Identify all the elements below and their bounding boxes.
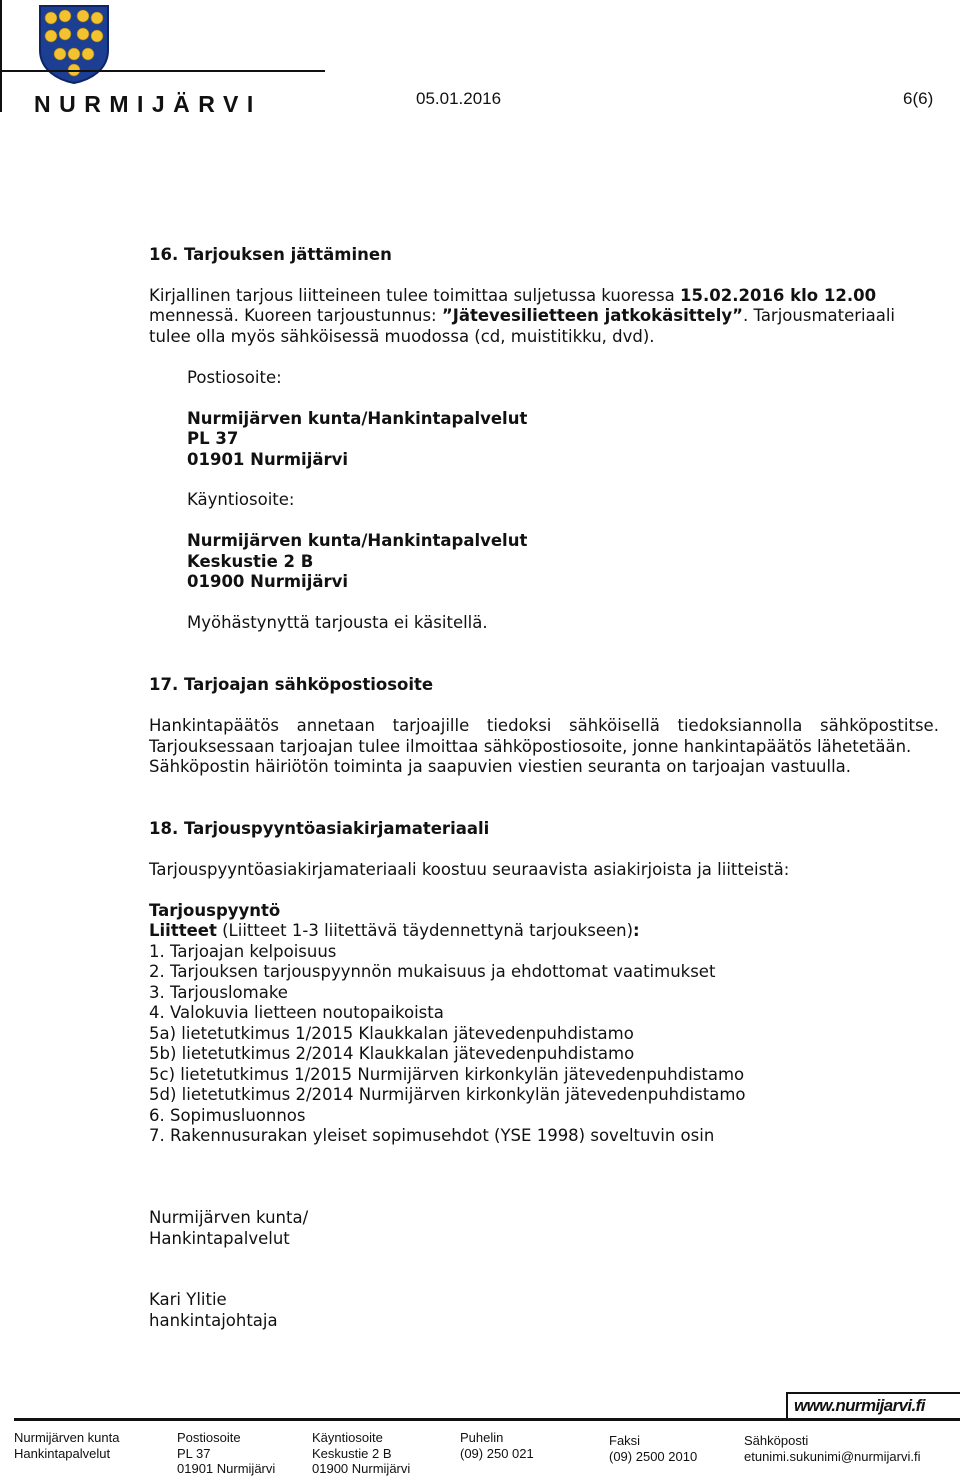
section-16-paragraph-line-1: [149, 286, 876, 307]
footer-text: Puhelin: [460, 1430, 504, 1445]
logo-wordmark: NURMIJÄRVI: [34, 91, 262, 117]
footer-phone-column: [460, 1430, 534, 1461]
visiting-address-line: 01900 Nurmijärvi: [187, 572, 349, 591]
attachments-colon: :: [633, 921, 640, 940]
attachments-heading: [149, 921, 640, 942]
visiting-address-line: Nurmijärven kunta/Hankintapalvelut: [187, 531, 528, 550]
section-17-heading: 17. Tarjoajan sähköpostiosoite: [149, 675, 434, 694]
section-16-paragraph-line-3: tulee olla myös sähköisessä muodossa (cd, muistitikku, dvd).: [149, 327, 655, 346]
word: sähköpostitse.: [820, 716, 939, 735]
header-rule: [0, 70, 325, 72]
footer-text: 01901 Nurmijärvi: [177, 1461, 276, 1476]
footer-text: Faksi: [609, 1433, 641, 1448]
attachment-item: 5a) lietetutkimus 1/2015 Klaukkalan jätevedenpuhdistamo: [149, 1024, 634, 1043]
visiting-address-label: Käyntiosoite:: [187, 490, 295, 509]
footer-text: Käyntiosoite: [312, 1430, 383, 1445]
attachment-item: 4. Valokuvia lietteen noutopaikoista: [149, 1003, 444, 1022]
footer-postal-column: [177, 1430, 275, 1477]
attachment-item: 7. Rakennusurakan yleiset sopimusehdot (YSE 1998) soveltuvin osin: [149, 1126, 715, 1145]
text-run: . Tarjousmateriaali: [742, 306, 896, 325]
postal-address-line: PL 37: [187, 429, 239, 448]
attachment-item: 2. Tarjouksen tarjouspyynnön mukaisuus ja ehdottomat vaatimukset: [149, 962, 716, 981]
footer-text: (09) 2500 2010: [609, 1448, 698, 1464]
text-run: mennessä. Kuoreen tarjoustunnus:: [149, 306, 442, 325]
postal-address-line: 01901 Nurmijärvi: [187, 450, 349, 469]
header-vertical-rule: [0, 0, 2, 112]
word: tiedoksi: [486, 716, 552, 735]
signature-org-line-1: Nurmijärven kunta/: [149, 1208, 309, 1227]
text-run: Kirjallinen tarjous liitteineen tulee toimittaa suljetussa kuoressa: [149, 286, 681, 305]
page-number: 6(6): [903, 89, 934, 108]
postal-address-label: Postiosoite:: [187, 368, 282, 387]
section-16-heading: 16. Tarjouksen jättäminen: [149, 245, 392, 264]
visiting-address-line: Keskustie 2 B: [187, 552, 314, 571]
signatory-name: Kari Ylitie: [149, 1290, 227, 1309]
footer-text: Postiosoite: [177, 1430, 241, 1445]
signatory-title: hankintajohtaja: [149, 1311, 278, 1330]
footer-text: 01900 Nurmijärvi: [312, 1461, 411, 1476]
deadline: 15.02.2016 klo 12.00: [680, 286, 877, 305]
attachment-item: 6. Sopimusluonnos: [149, 1106, 306, 1125]
footer-text: Sähköposti: [744, 1433, 809, 1448]
coat-of-arms-logo: [38, 4, 110, 84]
attachments-note: (Liitteet 1-3 liitettävä täydennettynä tarjoukseen): [216, 921, 634, 940]
section-18-heading: 18. Tarjouspyyntöasiakirjamateriaali: [149, 819, 490, 838]
footer-rule: [14, 1418, 960, 1421]
footer-text: Hankintapalvelut: [14, 1445, 111, 1461]
section-16-paragraph-line-2: [149, 306, 895, 327]
attachment-item: 5d) lietetutkimus 2/2014 Nurmijärven kirkonkylän jätevedenpuhdistamo: [149, 1085, 746, 1104]
document-date: 05.01.2016: [416, 89, 502, 108]
tender-code: ”Jätevesilietteen jatkokäsittely”: [441, 306, 743, 325]
word: annetaan: [296, 716, 375, 735]
footer-text: PL 37: [177, 1445, 211, 1461]
attachment-item: 1. Tarjoajan kelpoisuus: [149, 942, 337, 961]
word: tarjoajille: [392, 716, 470, 735]
tender-request-heading: Tarjouspyyntö: [149, 901, 281, 920]
footer-email[interactable]: etunimi.sukunimi@nurmijarvi.fi: [744, 1448, 921, 1464]
footer-email-column: [744, 1433, 920, 1464]
section-17-line-1: [149, 716, 939, 737]
footer-org-column: [14, 1430, 120, 1461]
section-17-line-3: Sähköpostin häiriötön toiminta ja saapuvien viestien seuranta on tarjoajan vastuulla.: [149, 757, 852, 776]
attachment-item: 5c) lietetutkimus 1/2015 Nurmijärven kirkonkylän jätevedenpuhdistamo: [149, 1065, 745, 1084]
section-18-intro: Tarjouspyyntöasiakirjamateriaali koostuu seuraavista asiakirjoista ja liitteistä:: [149, 860, 790, 879]
footer-fax-column: [609, 1433, 697, 1464]
late-tender-note: Myöhästynyttä tarjousta ei käsitellä.: [187, 613, 488, 632]
attachments-label: Liitteet: [149, 921, 217, 940]
signature-org-line-2: Hankintapalvelut: [149, 1229, 290, 1248]
footer-text: (09) 250 021: [460, 1445, 534, 1461]
attachment-item: 5b) lietetutkimus 2/2014 Klaukkalan jätevedenpuhdistamo: [149, 1044, 635, 1063]
footer-visiting-column: [312, 1430, 410, 1477]
footer-text: Keskustie 2 B: [312, 1445, 392, 1461]
section-17-line-2: Tarjouksessaan tarjoajan tulee ilmoittaa sähköpostiosoite, jonne hankintapäätös lähetetään.: [149, 737, 912, 756]
attachment-item: 3. Tarjouslomake: [149, 983, 288, 1002]
word: Hankintapäätös: [149, 716, 280, 735]
word: tiedoksiannolla: [677, 716, 803, 735]
footer-text: Nurmijärven kunta: [14, 1430, 120, 1445]
footer-website-link[interactable]: www.nurmijarvi.fi: [794, 1396, 925, 1415]
postal-address-line: Nurmijärven kunta/Hankintapalvelut: [187, 409, 528, 428]
word: sähköisellä: [569, 716, 660, 735]
